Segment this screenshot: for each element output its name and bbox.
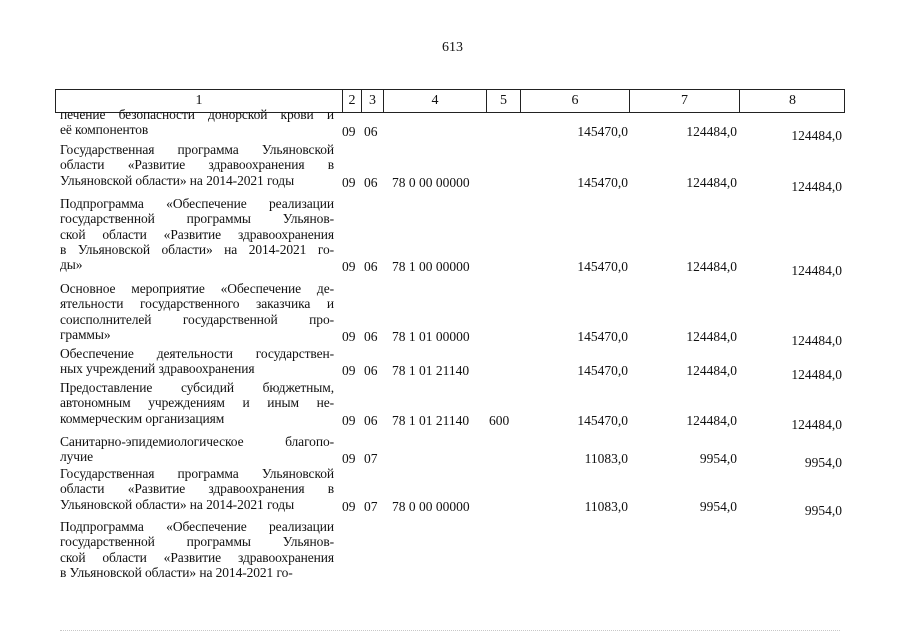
row-cell-c6: 145470,0 — [577, 175, 628, 190]
row-name-line: ных учреждений здравоохранения — [60, 361, 255, 377]
row-cell-c3: 06 — [364, 329, 378, 344]
row-name-line: Ульяновской области» на 2014-2021 годы — [60, 172, 295, 188]
row-cell-c7: 9954,0 — [699, 451, 737, 466]
header-col-7: 7 — [629, 90, 739, 112]
row-name-line: печение безопасности донорской крови и — [60, 107, 334, 122]
row-cell-c7: 124484,0 — [686, 175, 737, 190]
row-name-line: её компонентов — [60, 122, 149, 138]
row-cell-c2: 09 — [342, 451, 356, 466]
row-name-line: граммы» — [60, 326, 111, 342]
row-cell-c5: 600 — [489, 413, 510, 428]
page-number: 613 — [442, 40, 463, 55]
row-cell-c4: 78 1 00 00000 — [392, 259, 470, 274]
row-cell-c6: 145470,0 — [577, 413, 628, 428]
row-cell-c6: 11083,0 — [584, 499, 628, 514]
row-cell-c2: 09 — [342, 413, 356, 428]
row-cell-c6: 145470,0 — [577, 124, 628, 139]
row-name — [60, 196, 334, 272]
row-cell-c4: 78 1 01 21140 — [392, 413, 470, 428]
row-cell-c8: 124484,0 — [791, 128, 842, 143]
row-cell-c2: 09 — [342, 499, 356, 514]
row-name-line: Ульяновской области» на 2014-2021 годы — [60, 496, 295, 512]
header-col-4: 4 — [383, 90, 486, 112]
row-cell-c7: 124484,0 — [686, 413, 737, 428]
row-name-line: Предоставление субсидий бюджетным, — [60, 380, 334, 395]
row-cell-c6: 11083,0 — [584, 451, 628, 466]
row-cell-c8: 9954,0 — [804, 503, 842, 518]
row-name — [60, 281, 334, 342]
row-name-line: Подпрограмма «Обеспечение реализации — [60, 519, 334, 534]
row-cell-c8: 124484,0 — [791, 333, 842, 348]
row-name-line: автономным учреждениям и иным не- — [60, 395, 334, 411]
row-name-line: ятельности государственного заказчика и — [60, 296, 334, 312]
header-col-8: 8 — [739, 90, 845, 112]
row-cell-c2: 09 — [342, 259, 356, 274]
row-name — [60, 107, 334, 138]
row-cell-c3: 07 — [364, 499, 378, 514]
row-name — [60, 380, 334, 426]
row-name-line: области «Развитие здравоохранения в — [60, 481, 334, 497]
row-name — [60, 466, 334, 512]
row-name-line: Подпрограмма «Обеспечение реализации — [60, 196, 334, 211]
row-cell-c2: 09 — [342, 175, 356, 190]
row-cell-c3: 06 — [364, 175, 378, 190]
row-name-line: Государственная программа Ульяновской — [60, 142, 334, 157]
row-cell-c7: 124484,0 — [686, 363, 737, 378]
row-name-line: лучие — [60, 449, 93, 465]
row-cell-c3: 06 — [364, 413, 378, 428]
row-cell-c7: 124484,0 — [686, 329, 737, 344]
row-name-line: Основное мероприятие «Обеспечение де- — [60, 281, 334, 296]
row-cell-c4: 78 1 01 21140 — [392, 363, 470, 378]
row-name-line: государственной программы Ульянов- — [60, 534, 334, 550]
row-name — [60, 434, 334, 465]
row-cell-c7: 124484,0 — [686, 259, 737, 274]
row-cell-c6: 145470,0 — [577, 259, 628, 274]
row-name — [60, 346, 334, 377]
row-cell-c7: 9954,0 — [699, 499, 737, 514]
row-cell-c3: 07 — [364, 451, 378, 466]
row-name-line: Санитарно-эпидемиологическое благопо- — [60, 434, 334, 449]
row-cell-c2: 09 — [342, 124, 356, 139]
row-name-line: ды» — [60, 257, 83, 273]
row-cell-c3: 06 — [364, 124, 378, 139]
row-name-line: в Ульяновской области» на 2014-2021 го- — [60, 241, 334, 257]
header-col-2: 2 — [342, 90, 361, 112]
scan-edge-divider — [60, 630, 840, 633]
row-name-line: Государственная программа Ульяновской — [60, 466, 334, 481]
row-name-line: области «Развитие здравоохранения в — [60, 157, 334, 173]
row-name — [60, 142, 334, 188]
row-cell-c4: 78 0 00 00000 — [392, 499, 470, 514]
row-name-line: соисполнителей государственной про- — [60, 311, 334, 327]
row-cell-c8: 124484,0 — [791, 263, 842, 278]
row-cell-c7: 124484,0 — [686, 124, 737, 139]
row-name — [60, 519, 334, 580]
row-name-line: ской области «Развитие здравоохранения — [60, 549, 334, 565]
row-name-line: государственной программы Ульянов- — [60, 211, 334, 227]
row-cell-c4: 78 0 00 00000 — [392, 175, 470, 190]
row-cell-c8: 124484,0 — [791, 417, 842, 432]
row-cell-c3: 06 — [364, 363, 378, 378]
row-cell-c4: 78 1 01 00000 — [392, 329, 470, 344]
row-cell-c3: 06 — [364, 259, 378, 274]
row-cell-c2: 09 — [342, 363, 356, 378]
header-col-5: 5 — [486, 90, 520, 112]
row-name-line: Обеспечение деятельности государствен- — [60, 346, 334, 361]
row-cell-c6: 145470,0 — [577, 329, 628, 344]
row-cell-c8: 124484,0 — [791, 179, 842, 194]
row-cell-c8: 9954,0 — [804, 455, 842, 470]
header-col-6: 6 — [520, 90, 629, 112]
row-name-line: ской области «Развитие здравоохранения — [60, 226, 334, 242]
row-cell-c8: 124484,0 — [791, 367, 842, 382]
row-cell-c2: 09 — [342, 329, 356, 344]
row-cell-c6: 145470,0 — [577, 363, 628, 378]
row-name-line: в Ульяновской области» на 2014-2021 го- — [60, 564, 293, 580]
header-col-3: 3 — [361, 90, 383, 112]
row-name-line: коммерческим организациям — [60, 410, 225, 426]
header-col-1: 1 — [195, 93, 203, 108]
